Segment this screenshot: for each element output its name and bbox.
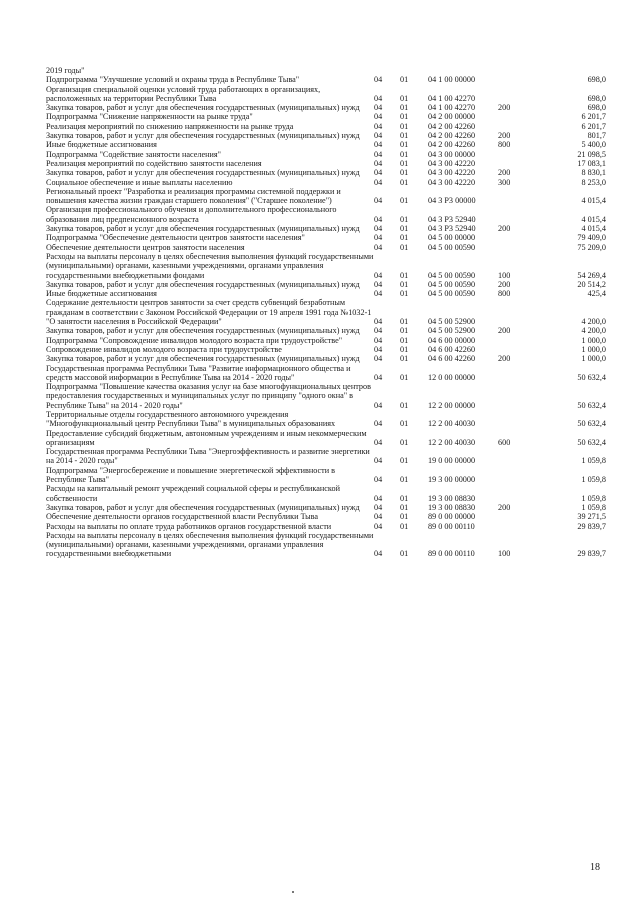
table-row <box>46 447 606 466</box>
row-expense-type-code <box>498 122 538 131</box>
row-amount: 8 253,0 <box>581 177 606 187</box>
row-section-code: 04 <box>374 512 383 522</box>
row-subsection-code: 01 <box>400 131 409 141</box>
row-section-code: 04 <box>374 112 383 122</box>
row-target-article-code: 04 5 00 52900 <box>428 317 476 327</box>
budget-table <box>46 66 606 559</box>
row-expense-type-code: 200 <box>498 326 511 336</box>
row-amount: 698,0 <box>587 103 606 113</box>
row-subsection-code: 01 <box>400 437 409 447</box>
row-expense-type-code: 200 <box>498 224 511 234</box>
row-target-article-code <box>428 66 498 75</box>
row-target-article-code: 04 3 00 42220 <box>428 158 476 168</box>
row-section-code: 04 <box>374 103 383 113</box>
row-expense-type-code <box>498 410 538 429</box>
row-section-code: 04 <box>374 149 383 159</box>
row-subsection-code: 01 <box>400 354 409 364</box>
row-section-code: 04 <box>374 317 383 327</box>
row-subsection-code: 01 <box>400 521 409 531</box>
row-amount: 8 830,1 <box>581 168 606 178</box>
table-row <box>46 345 606 354</box>
row-name: Подпрограмма "Сопровождение инвалидов молодого возраста при трудоустройстве" <box>46 335 343 345</box>
row-section-code: 04 <box>374 326 383 336</box>
table-row <box>46 531 606 559</box>
row-target-article-code: 04 5 00 00000 <box>428 233 476 243</box>
row-amount: 50 632,4 <box>577 419 606 429</box>
row-amount: 5 400,0 <box>581 140 606 150</box>
row-name: Иные бюджетные ассигнования <box>46 140 157 150</box>
table-row <box>46 205 606 224</box>
row-target-article-code: 19 0 00 00000 <box>428 456 476 466</box>
row-amount: 1 059,8 <box>581 502 606 512</box>
row-target-article-code: 04 3 P3 52940 <box>428 214 476 224</box>
row-amount: 6 201,7 <box>581 112 606 122</box>
row-target-article-code: 04 2 00 00000 <box>428 112 476 122</box>
row-name: Закупка товаров, работ и услуг для обеспечения государственных (муниципальных) нужд <box>46 168 360 178</box>
table-row <box>46 289 606 298</box>
row-subsection-code: 01 <box>400 121 409 131</box>
row-expense-type-code <box>498 150 538 159</box>
row-amount: 50 632,4 <box>577 437 606 447</box>
row-name: 2019 годы" <box>46 66 85 75</box>
row-amount: 1 000,0 <box>581 354 606 364</box>
table-row <box>46 466 606 485</box>
row-expense-type-code <box>498 364 538 383</box>
row-subsection-code: 01 <box>400 158 409 168</box>
row-name: Расходы на выплаты персоналу в целях обеспечения выполнения функций государственными (муниципальными) органами, казенными учреждениями, органами управления государственными внебюджетными фондами <box>46 251 374 280</box>
table-row <box>46 150 606 159</box>
row-expense-type-code <box>498 466 538 485</box>
row-target-article-code: 19 3 00 08830 <box>428 502 476 512</box>
table-row <box>46 512 606 521</box>
row-section-code: 04 <box>374 279 383 289</box>
row-amount: 1 059,8 <box>581 475 606 485</box>
row-expense-type-code <box>498 112 538 121</box>
row-name: Региональный проект "Разработка и реализация программы системной поддержки и повышения качества жизни граждан старшего поколения" ("Старшее поколение") <box>46 186 341 206</box>
table-row <box>46 75 606 84</box>
row-subsection-code: 01 <box>400 289 409 299</box>
row-section-code: 04 <box>374 270 383 280</box>
row-target-article-code: 89 0 00 00000 <box>428 512 476 522</box>
table-row <box>46 243 606 252</box>
row-subsection-code: 01 <box>400 502 409 512</box>
row-name: Подпрограмма "Энергосбережение и повышение энергетической эффективности в Республике Тыва" <box>46 465 336 485</box>
table-row <box>46 484 606 503</box>
row-amount: 698,0 <box>587 93 606 103</box>
row-name: Реализация мероприятий по содействию занятости населения <box>46 158 262 168</box>
row-section-code: 04 <box>374 121 383 131</box>
row-name: Социальное обеспечение и иные выплаты населению <box>46 177 233 187</box>
table-row <box>46 364 606 383</box>
row-name: Содержание деятельности центров занятости за счет средств субвенций безработным гражданам в соответствии с Законом Российской Федерации от 19 апреля 1991 года №1032-1 "О занятости населения в Российской Федерации" <box>46 298 372 327</box>
row-subsection-code: 01 <box>400 214 409 224</box>
row-target-article-code: 04 1 00 00000 <box>428 75 476 85</box>
row-subsection-code: 01 <box>400 317 409 327</box>
row-amount: 50 632,4 <box>577 372 606 382</box>
row-name: Подпрограмма "Снижение напряженности на рынке труда" <box>46 112 253 122</box>
row-name: Обеспечение деятельности центров занятости населения <box>46 242 245 252</box>
row-subsection-code: 01 <box>400 75 409 85</box>
row-amount: 4 200,0 <box>581 317 606 327</box>
row-subsection-code: 01 <box>400 270 409 280</box>
row-section-code: 04 <box>374 493 383 503</box>
row-section-code: 04 <box>374 177 383 187</box>
table-row <box>46 298 606 326</box>
row-section-code: 04 <box>374 354 383 364</box>
row-target-article-code: 04 3 00 42220 <box>428 177 476 187</box>
row-section-code: 04 <box>374 289 383 299</box>
row-name: Предоставление субсидий бюджетным, автономным учреждениям и иным некоммерческим организациям <box>46 428 367 447</box>
row-target-article-code: 04 5 00 00590 <box>428 279 476 289</box>
row-section-code: 04 <box>374 158 383 168</box>
table-row <box>46 503 606 512</box>
row-name: Организация профессионального обучения и дополнительного профессионального образования лиц предпенсионного возраста <box>46 205 337 224</box>
row-target-article-code: 12 2 00 40030 <box>428 437 476 447</box>
row-target-article-code: 04 1 00 42270 <box>428 93 476 103</box>
row-name: Закупка товаров, работ и услуг для обеспечения государственных (муниципальных) нужд <box>46 103 360 113</box>
page-number: 18 <box>590 862 600 873</box>
row-name: Сопровождение инвалидов молодого возраста при трудоустройстве <box>46 344 282 354</box>
row-name: Закупка товаров, работ и услуг для обеспечения государственных (муниципальных) нужд <box>46 279 360 289</box>
row-section-code: 04 <box>374 214 383 224</box>
row-expense-type-code <box>498 187 538 206</box>
row-expense-type-code <box>498 336 538 345</box>
row-target-article-code: 04 2 00 42260 <box>428 140 476 150</box>
row-subsection-code: 01 <box>400 344 409 354</box>
table-row <box>46 168 606 177</box>
table-row <box>46 224 606 233</box>
row-section-code: 04 <box>374 224 383 234</box>
row-target-article-code: 04 5 00 52900 <box>428 326 476 336</box>
row-target-article-code: 04 3 00 00000 <box>428 149 476 159</box>
row-subsection-code: 01 <box>400 93 409 103</box>
row-subsection-code: 01 <box>400 475 409 485</box>
row-amount: 4 200,0 <box>581 326 606 336</box>
table-row <box>46 178 606 187</box>
row-name: Расходы на капитальный ремонт учреждений социальной сферы и республиканской собственности <box>46 484 340 503</box>
table-row <box>46 103 606 112</box>
row-section-code: 04 <box>374 400 383 410</box>
row-subsection-code: 01 <box>400 512 409 522</box>
row-section-code <box>374 66 400 75</box>
row-target-article-code: 04 1 00 42270 <box>428 103 476 113</box>
row-section-code: 04 <box>374 549 383 559</box>
row-amount: 17 083,1 <box>577 158 606 168</box>
row-expense-type-code: 800 <box>498 140 511 150</box>
budget-table-body <box>46 66 606 559</box>
row-subsection-code: 01 <box>400 456 409 466</box>
row-section-code: 04 <box>374 233 383 243</box>
row-expense-type-code <box>498 159 538 168</box>
row-expense-type-code <box>498 298 538 326</box>
row-subsection-code: 01 <box>400 372 409 382</box>
row-name: Закупка товаров, работ и услуг для обеспечения государственных (муниципальных) нужд <box>46 502 360 512</box>
row-subsection-code: 01 <box>400 549 409 559</box>
row-expense-type-code <box>498 345 538 354</box>
row-name: Закупка товаров, работ и услуг для обеспечения государственных (муниципальных) нужд <box>46 224 360 234</box>
table-row <box>46 187 606 206</box>
row-amount: 1 059,8 <box>581 493 606 503</box>
row-amount: 1 000,0 <box>581 344 606 354</box>
row-target-article-code: 04 6 00 42260 <box>428 354 476 364</box>
table-row <box>46 131 606 140</box>
row-target-article-code: 19 3 00 00000 <box>428 475 476 485</box>
row-name: Реализация мероприятий по снижению напряженности на рынке труда <box>46 121 294 131</box>
row-name: Закупка товаров, работ и услуг для обеспечения государственных (муниципальных) нужд <box>46 354 360 364</box>
row-section-code: 04 <box>374 140 383 150</box>
row-amount: 4 015,4 <box>581 196 606 206</box>
row-name: Подпрограмма "Повышение качества оказания услуг на базе многофункциональных центров предоставления государственных и муниципальных услуг по принципу "одного окна" в Республике Тыва" на 2014 - 2020 годы" <box>46 382 371 410</box>
row-amount: 1 059,8 <box>581 456 606 466</box>
row-subsection-code: 01 <box>400 224 409 234</box>
row-expense-type-code: 200 <box>498 354 511 364</box>
row-name: Государственная программа Республики Тыва "Развитие информационного общества и средств массовой информации в Республике Тыва на 2014 - 2020 годы" <box>46 363 351 382</box>
row-target-article-code: 04 3 00 42220 <box>428 168 476 178</box>
row-name: Подпрограмма "Обеспечение деятельности центров занятости населения" <box>46 233 305 243</box>
row-name: Территориальные отделы государственного автономного учреждения "Многофункциональный центр Республики Тыва" в муниципальных образованиях <box>46 409 336 429</box>
scan-speck <box>292 891 294 893</box>
table-row <box>46 410 606 429</box>
row-subsection-code: 01 <box>400 103 409 113</box>
table-row <box>46 280 606 289</box>
row-amount: 50 632,4 <box>577 400 606 410</box>
row-subsection-code: 01 <box>400 112 409 122</box>
row-section-code: 04 <box>374 437 383 447</box>
row-expense-type-code <box>498 85 538 104</box>
table-row <box>46 85 606 104</box>
row-target-article-code: 04 5 00 00590 <box>428 289 476 299</box>
row-section-code: 04 <box>374 93 383 103</box>
row-name: Подпрограмма "Содействие занятости населения" <box>46 149 221 159</box>
row-section-code: 04 <box>374 75 383 85</box>
row-expense-type-code: 600 <box>498 437 511 447</box>
row-target-article-code: 04 5 00 00590 <box>428 270 476 280</box>
table-row <box>46 233 606 242</box>
row-target-article-code: 12 2 00 00000 <box>428 400 476 410</box>
row-amount: 4 015,4 <box>581 214 606 224</box>
row-subsection-code <box>400 66 428 75</box>
row-subsection-code: 01 <box>400 168 409 178</box>
table-row <box>46 326 606 335</box>
row-expense-type-code: 800 <box>498 289 511 299</box>
table-row <box>46 354 606 363</box>
row-subsection-code: 01 <box>400 177 409 187</box>
row-target-article-code: 89 0 00 00110 <box>428 549 475 559</box>
row-subsection-code: 01 <box>400 242 409 252</box>
budget-page <box>46 66 606 559</box>
row-amount: 698,0 <box>587 75 606 85</box>
table-row <box>46 252 606 280</box>
row-subsection-code: 01 <box>400 335 409 345</box>
row-name: Организация специальной оценки условий труда работающих в организациях, расположенных на территории Республики Тыва <box>46 84 321 103</box>
row-amount <box>538 66 606 75</box>
row-section-code: 04 <box>374 502 383 512</box>
row-section-code: 04 <box>374 168 383 178</box>
table-row <box>46 336 606 345</box>
row-subsection-code: 01 <box>400 400 409 410</box>
row-target-article-code: 12 2 00 40030 <box>428 419 476 429</box>
row-name: Закупка товаров, работ и услуг для обеспечения государственных (муниципальных) нужд <box>46 131 360 141</box>
row-section-code: 04 <box>374 344 383 354</box>
row-amount: 29 839,7 <box>577 521 606 531</box>
row-name: Подпрограмма "Улучшение условий и охраны труда в Республике Тыва" <box>46 75 300 85</box>
row-subsection-code: 01 <box>400 140 409 150</box>
row-amount: 54 269,4 <box>577 270 606 280</box>
row-name: Расходы на выплаты по оплате труда работников органов государственной власти <box>46 521 332 531</box>
row-expense-type-code: 200 <box>498 103 511 113</box>
row-section-code: 04 <box>374 131 383 141</box>
row-amount: 21 098,5 <box>577 149 606 159</box>
row-amount: 75 209,0 <box>577 242 606 252</box>
row-target-article-code: 04 5 00 00590 <box>428 242 476 252</box>
row-expense-type-code <box>498 66 538 75</box>
row-subsection-code: 01 <box>400 493 409 503</box>
row-amount: 425,4 <box>587 289 606 299</box>
row-expense-type-code: 200 <box>498 131 511 141</box>
row-subsection-code: 01 <box>400 149 409 159</box>
row-target-article-code: 04 6 00 00000 <box>428 335 476 345</box>
row-expense-type-code: 200 <box>498 279 511 289</box>
row-target-article-code: 04 2 00 42260 <box>428 121 476 131</box>
row-section-code: 04 <box>374 521 383 531</box>
row-target-article-code: 19 3 00 08830 <box>428 493 476 503</box>
row-name: Государственная программа Республики Тыва "Энергоэффективность и развитие энергетики на 2014 - 2020 годы" <box>46 447 370 466</box>
table-row <box>46 140 606 149</box>
row-amount: 29 839,7 <box>577 549 606 559</box>
row-expense-type-code <box>498 75 538 84</box>
row-name: Закупка товаров, работ и услуг для обеспечения государственных (муниципальных) нужд <box>46 326 360 336</box>
row-expense-type-code <box>498 233 538 242</box>
row-subsection-code: 01 <box>400 326 409 336</box>
row-expense-type-code <box>498 484 538 503</box>
row-expense-type-code <box>498 522 538 531</box>
row-expense-type-code <box>498 205 538 224</box>
table-row <box>46 112 606 121</box>
row-target-article-code: 12 0 00 00000 <box>428 372 476 382</box>
row-subsection-code: 01 <box>400 279 409 289</box>
row-target-article-code: 04 2 00 42260 <box>428 131 476 141</box>
row-section-code: 04 <box>374 419 383 429</box>
table-row <box>46 66 606 75</box>
row-expense-type-code <box>498 243 538 252</box>
row-section-code: 04 <box>374 475 383 485</box>
row-section-code: 04 <box>374 335 383 345</box>
row-amount: 6 201,7 <box>581 121 606 131</box>
table-row <box>46 382 606 410</box>
row-subsection-code: 01 <box>400 419 409 429</box>
row-amount: 1 000,0 <box>581 335 606 345</box>
row-section-code: 04 <box>374 242 383 252</box>
row-amount: 4 015,4 <box>581 224 606 234</box>
row-name: Иные бюджетные ассигнования <box>46 289 157 299</box>
row-target-article-code: 04 3 P3 00000 <box>428 196 476 206</box>
table-row <box>46 522 606 531</box>
row-expense-type-code: 100 <box>498 270 511 280</box>
row-name: Обеспечение деятельности органов государственной власти Республики Тыва <box>46 512 319 522</box>
row-target-article-code: 04 3 P3 52940 <box>428 224 476 234</box>
table-row <box>46 122 606 131</box>
row-amount: 20 514,2 <box>577 279 606 289</box>
row-expense-type-code <box>498 447 538 466</box>
row-amount: 801,7 <box>587 131 606 141</box>
row-section-code: 04 <box>374 456 383 466</box>
row-expense-type-code <box>498 382 538 410</box>
row-section-code: 04 <box>374 372 383 382</box>
row-expense-type-code: 100 <box>498 549 511 559</box>
row-expense-type-code: 300 <box>498 177 511 187</box>
row-section-code: 04 <box>374 196 383 206</box>
row-subsection-code: 01 <box>400 233 409 243</box>
row-expense-type-code: 200 <box>498 502 511 512</box>
row-subsection-code: 01 <box>400 196 409 206</box>
row-expense-type-code: 200 <box>498 168 511 178</box>
row-target-article-code: 89 0 00 00110 <box>428 521 475 531</box>
table-row <box>46 159 606 168</box>
row-amount: 39 271,5 <box>577 512 606 522</box>
row-target-article-code: 04 6 00 42260 <box>428 344 476 354</box>
table-row <box>46 429 606 448</box>
row-expense-type-code <box>498 512 538 521</box>
row-amount: 79 409,0 <box>577 233 606 243</box>
row-name: Расходы на выплаты персоналу в целях обеспечения выполнения функций государственными (муниципальными) органами, казенными учреждениями, органами управления государственными внебюджетными <box>46 530 374 559</box>
